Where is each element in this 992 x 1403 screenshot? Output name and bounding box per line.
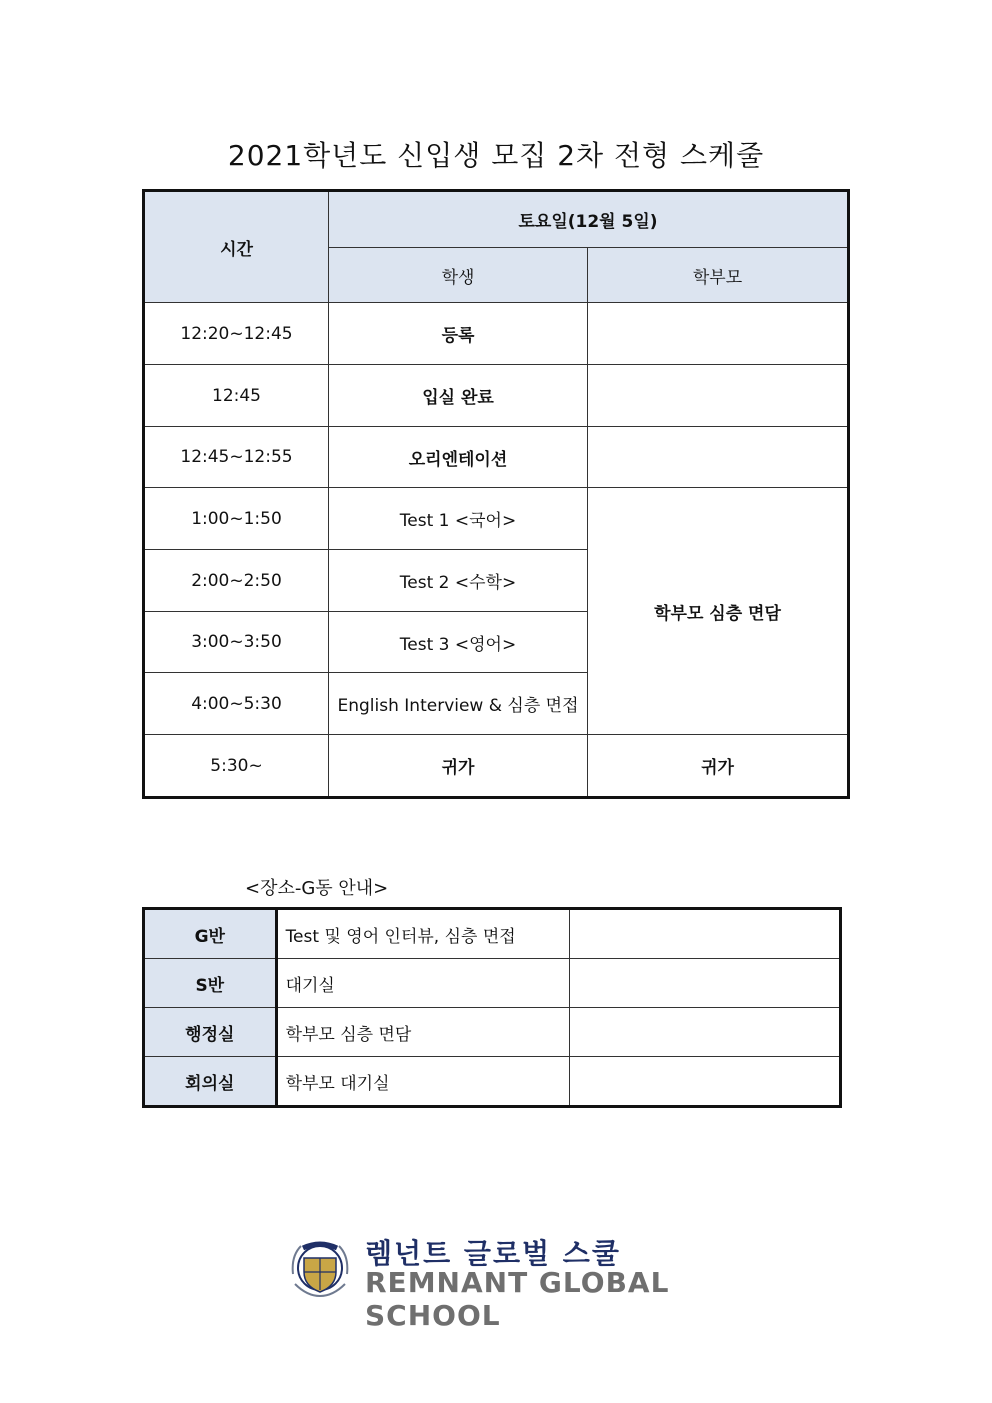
empty-cell (569, 1008, 840, 1057)
empty-cell (569, 1057, 840, 1107)
time-cell: 12:20~12:45 (144, 303, 329, 365)
parent-cell (588, 303, 849, 365)
time-cell: 5:30~ (144, 735, 329, 798)
room-name: S반 (144, 959, 277, 1008)
school-logo (287, 1232, 767, 1332)
student-cell: 입실 완료 (329, 365, 588, 427)
student-cell: Test 3 <영어> (329, 612, 588, 673)
room-description: Test 및 영어 인터뷰, 심층 면접 (276, 909, 569, 959)
parent-interview-cell: 학부모 심층 면담 (588, 488, 849, 735)
time-cell: 4:00~5:30 (144, 673, 329, 735)
empty-cell (569, 909, 840, 959)
logo-korean-name: 렘넌트 글로벌 스쿨 (365, 1237, 621, 1270)
room-name: 행정실 (144, 1008, 277, 1057)
day-header: 토요일(12월 5일) (329, 191, 849, 248)
student-cell: 귀가 (329, 735, 588, 798)
student-cell: 등록 (329, 303, 588, 365)
time-cell: 3:00~3:50 (144, 612, 329, 673)
time-cell: 2:00~2:50 (144, 550, 329, 612)
empty-cell (569, 959, 840, 1008)
room-name: 회의실 (144, 1057, 277, 1107)
parent-cell (588, 365, 849, 427)
location-title: <장소-G동 안내> (245, 878, 389, 899)
room-description: 학부모 대기실 (276, 1057, 569, 1107)
time-cell: 12:45 (144, 365, 329, 427)
room-name: G반 (144, 909, 277, 959)
time-cell: 1:00~1:50 (144, 488, 329, 550)
schedule-table (142, 189, 850, 799)
student-cell: Test 1 <국어> (329, 488, 588, 550)
school-emblem-icon (287, 1234, 353, 1300)
student-cell: English Interview & 심층 면접 (329, 673, 588, 735)
time-cell: 12:45~12:55 (144, 427, 329, 488)
parent-header: 학부모 (588, 248, 849, 303)
student-cell: Test 2 <수학> (329, 550, 588, 612)
student-cell: 오리엔테이션 (329, 427, 588, 488)
time-header: 시간 (144, 191, 329, 303)
parent-cell (588, 427, 849, 488)
logo-english-name: REMNANT GLOBAL SCHOOL (365, 1266, 670, 1332)
room-description: 대기실 (276, 959, 569, 1008)
location-table (142, 907, 842, 1108)
page-title: 2021학년도 신입생 모집 2차 전형 스케줄 (227, 139, 765, 172)
room-description: 학부모 심층 면담 (276, 1008, 569, 1057)
student-header: 학생 (329, 248, 588, 303)
parent-cell: 귀가 (588, 735, 849, 798)
